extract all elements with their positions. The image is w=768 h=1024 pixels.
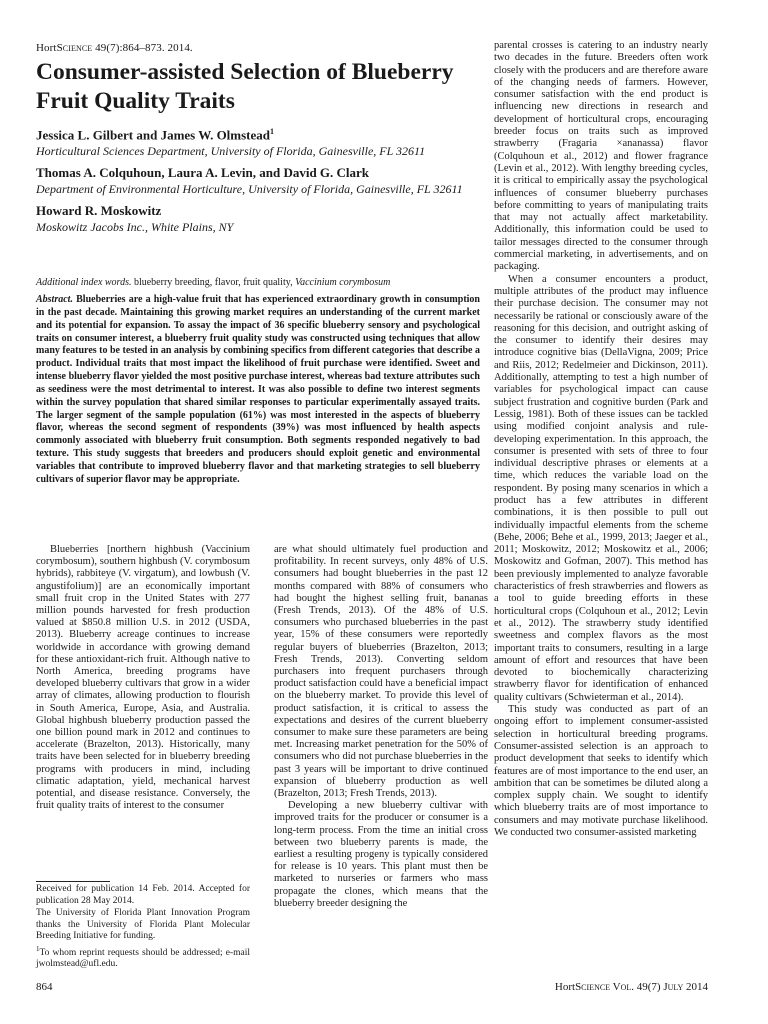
index-words-label: Additional index words. (36, 277, 132, 288)
footnotes (36, 884, 250, 972)
body-paragraph: are what should ultimately fuel production and profitability. In recent surveys, only 48% of U.S. consumers had bought blueberries in the past 12 months compared with 88% of consumers who had bought the highest selling fruit, bananas (Fresh Trends, 2013). Of the 48% of U.S. consumers who purchased blueberries in the past year, 15% of these consumers were reportedly regular buyers of blueberries (Brazelton, 2013; Fresh Trends, 2013). Converting seldom purchasers into frequent purchasers through product satisfaction could have a beneficial impact on the blueberry market. To provide this level of product satisfaction, it is critical to assess the expectations and desires of the current blueberry consumer to make sure these parameters are being met. Increasing market penetration for the 50% of consumers who did not purchase blueberries in the past 3 years will be important to drive continued expansion of blueberry production as well (Brazelton, 2013; Fresh Trends, 2013). (274, 544, 488, 800)
author-footnote-marker: 1 (270, 127, 275, 136)
body-column-3 (494, 40, 708, 839)
footer-issue: Vol. 49(7) July 2014 (610, 981, 708, 993)
index-words-text: blueberry breeding, flavor, fruit quality, (131, 277, 296, 288)
index-words-species: Vaccinium corymbosum (295, 277, 391, 288)
journal-name-prefix: Hort (36, 42, 57, 54)
author-names-2: Thomas A. Colquhoun, Laura A. Levin, and David G. Clark (36, 165, 370, 181)
footnote-funding: The University of Florida Plant Innovation Program thanks the University of Florida Plant Molecular Breeding Initiative for funding. (36, 908, 250, 941)
body-paragraph: Developing a new blueberry cultivar with improved traits for the producer or consumer is a long-term process. From the time an initial cross between two blueberry parents is made, the earliest a resulting progeny is typically considered for release is 10 years. This plant must then be marketed to nurseries or farmers who mass propagate the clones, which means that the blueberry breeder designing the (274, 800, 488, 909)
body-paragraph: This study was conducted as part of an ongoing effort to implement consumer-assisted selection in horticultural breeding programs. Consumer-assisted selection is an approach to product development that seeks to identify which features are of most importance to the end user, an ambition that can be sometimes be diluted along a complex supply chain. We sought to identify which blueberry traits are of most importance to consumers and may motivate purchase likelihood. We conducted two consumer-assisted marketing (494, 704, 708, 838)
footnote-contact: $^1$To whom reprint requests should be addressed; e-mail jwolmstead@ufl.edu. (36, 944, 250, 970)
author-names-1: Jessica L. Gilbert and James W. Olmstead$^1$ (36, 127, 275, 143)
abstract-text: Blueberries are a high-value fruit that has experienced extraordinary growth in consumption in the past decade. Maintaining this growing market requires an understanding of the current market and its potential for expansion. To assay the impact of 36 specific blueberry sensory and psychological traits on consumer interest, a blueberry fruit quality study was constructed using techniques that allow many features to be tested in an analysis by combining specifics from different categories that describe a product. Individual traits that most impact the likelihood of fruit purchase were identified. Sweet and intense blueberry flavor yielded the most positive purchase interest, whereas bad texture attributes such as seediness were the most detrimental to interest. It was also possible to define two interest segments within the survey population that shared similar responses to particular experimentally assayed traits. The larger segment of the sample population (61%) was most interested in the aspects of blueberry flavor, whereas the second segment of respondents (39%) was most influenced by health aspects commonly associated with blueberry fruit consumption. Both segments responded negatively to bad texture. This study suggests that breeders and producers should exploit genetic and environmental variables that contribute to improved blueberry flavor and that marketing strategies to sell blueberry cultivars of superior flavor may be appropriate. (36, 294, 480, 485)
abstract (36, 294, 480, 487)
index-words (36, 276, 480, 289)
footer-journal-prefix: Hort (554, 981, 576, 993)
author-names-3: Howard R. Moskowitz (36, 203, 162, 219)
article-title: Consumer-assisted Selection of Blueberry Fruit Quality Traits (36, 59, 454, 114)
body-column-1 (36, 544, 250, 812)
footnote-divider (36, 881, 110, 882)
body-paragraph: Blueberries [northern highbush (Vaccinium corymbosum), southern highbush (V. corymbosum hybrids), rabbiteye (V. virgatum), and lowbush (V. angustifolium)] are an economically important small fruit crop in the United States with 277 million pounds harvested for fresh production valued at $850.8 million U.S. in 2012 (USDA, 2013). Blueberry acreage continues to increase worldwide in accordance with growing demand for these antioxidant-rich fruit. Although native to North America, breeding programs have developed blueberry cultivars that grow in a wider array of climates, allowing production to flourish in South America, Europe, Asia, and Australia. Global highbush blueberry production passed the one billion pound mark in 2012 and continues to accelerate (Brazelton, 2013). Historically, many traits have been selected for in blueberry breeding programs with producers in mind, including climatic adaptation, yield, mechanical harvest potential, and disease resistance. Conversely, the fruit quality traits of interest to the consumer (36, 544, 250, 812)
body-paragraph: When a consumer encounters a product, multiple attributes of the product may influence their purchase decision. The consumer may not necessarily be rational or consciously aware of the reasoning for this decision, and outright asking of the consumer to identify their desires may introduce cognitive bias (DellaVigna, 2009; Price and Riis, 2012; Redelmeier and Dickinson, 2011). Additionally, attempting to test a high number of variables for psychological impact can cause subject frustration and cognitive burden (Park and Lessig, 1981). Both of these issues can be tackled using modified conjoint analysis and rule-developing experimentation. In this approach, the consumer is presented with sets of three to four individual descriptive phrases or elements at a time, which reduces the variable load on the respondent. By posing many scenarios in which a product has a few attributes in different combinations, it is then possible to pull out individually impactful elements from the scheme (Behe, 2006; Behe et al., 1999, 2013; Jaeger et al., 2011; Moskowitz, 2012; Moskowitz et al., 2006; Moskowitz and Gofman, 2007). This method has been previously implemented to analyze favorable characteristics of fresh strawberries and flowers as a tool to guide breeding efforts in these horticultural crops (Colquhoun et al., 2012; Levin et al., 2012). The strawberry study identified sweetness and complex flavors as the most important traits to consumers, resulting in a large amount of effort and resources that have been devoted to biochemically characterizing strawberry flavor for identification of enhanced quality cultivars (Schwieterman et al., 2014). (494, 273, 708, 703)
citation-text: 49(7):864–873. 2014. (92, 42, 193, 54)
journal-citation (36, 42, 193, 54)
page-number: 864 (36, 981, 53, 993)
footnote-received: Received for publication 14 Feb. 2014. Accepted for publication 28 May 2014. (36, 884, 250, 906)
affiliation-1: Horticultural Sciences Department, University of Florida, Gainesville, FL 32611 (36, 144, 426, 159)
author-list (36, 124, 480, 241)
affiliation-2: Department of Environmental Horticulture, University of Florida, Gainesville, FL 32611 (36, 182, 463, 197)
footer-journal-smallcaps: Science (575, 981, 611, 993)
journal-footer (510, 981, 708, 993)
body-paragraph: parental crosses is catering to an industry nearly two decades in the future. Breeders often work closely with the producers and are therefore aware of the changing needs of farmers. However, consumer satisfaction with the end product is influencing new directions in research and development of horticultural crops, encouraging breeder focus on traits such as improved strawberry (Fragaria ×ananassa) flavor (Colquhoun et al., 2012) and flower fragrance (Levin et al., 2012). With lengthy breeding cycles, it is critical to empirically assay the psychological influences of consumer blueberry purchases before committing to years of manipulating traits that may not actually affect marketability. Additionally, this information could be used to tailor messages directed to the consumer through commercial marketing, in advertisements, and on packaging. (494, 40, 708, 273)
affiliation-3: Moskowitz Jacobs Inc., White Plains, NY (36, 220, 234, 235)
abstract-label: Abstract. (36, 294, 73, 305)
body-column-2 (274, 544, 488, 910)
journal-name-smallcaps: Science (56, 42, 93, 54)
